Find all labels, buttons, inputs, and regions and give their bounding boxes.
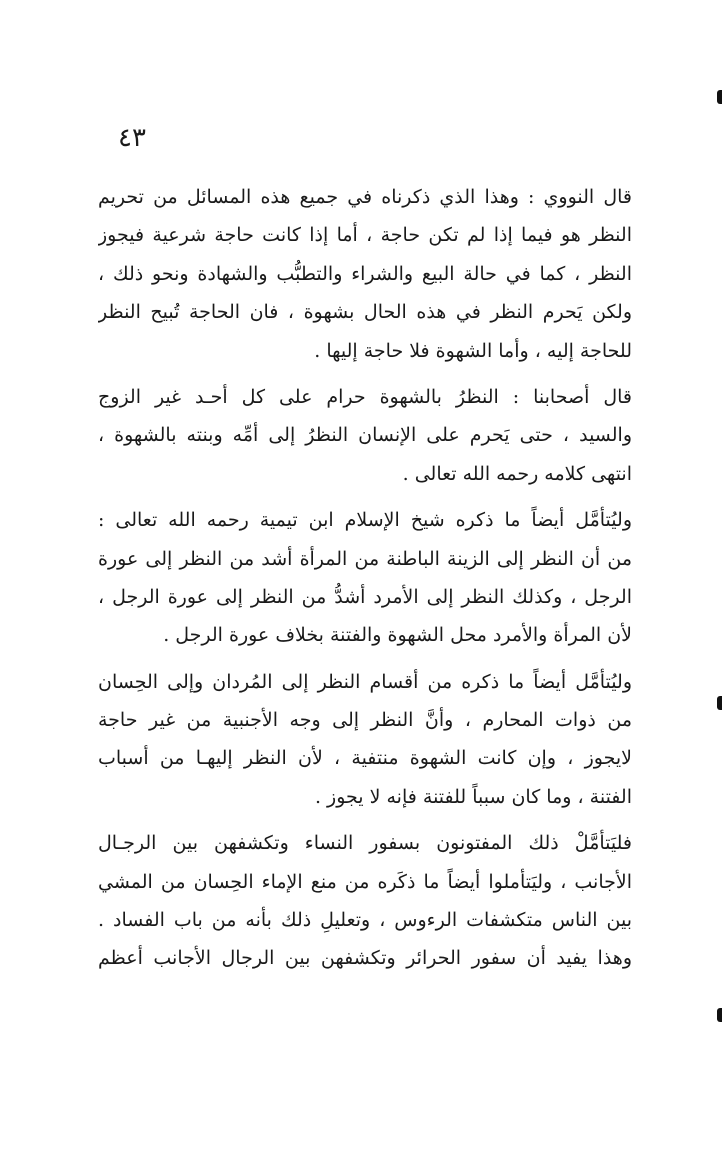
text-line: وهذا يفيد أن سفور الحرائر وتكشفهن بين الرجال الأجانب أعظم (98, 947, 632, 970)
text-line: للحاجة إليه ، وأما الشهوة فلا حاجة إليها . (314, 339, 632, 362)
text-line: لايجوز ، وإن كانت الشهوة منتفية ، لأن النظر إليهـا من أسباب (98, 747, 632, 770)
text-line: قال أصحابنا : النظرُ بالشهوة حرام على كل أحـد غير الزوج (98, 385, 632, 408)
text-line: النظر ، كما في حالة البيع والشراء والتطبُّب والشهادة ونحو ذلك ، (98, 262, 632, 285)
text-line: من ذوات المحارم ، وأنَّ النظر إلى وجه الأجنبية من غير حاجة (98, 709, 632, 732)
paragraph-maftunun (98, 824, 632, 978)
text-line: النظر هو فيما إذا لم تكن حاجة ، أما إذا كانت حاجة شرعية فيجوز (98, 224, 632, 247)
text-line: بين الناس متكشفات الرءوس ، وتعليلِ ذلك بأنه من باب الفساد . (98, 909, 632, 932)
paragraph-categories (98, 663, 632, 817)
text-line: ولكن يَحرم النظر في هذه الحال بشهوة ، فان الحاجة تُبيح النظر (98, 301, 632, 324)
text-line: انتهى كلامه رحمه الله تعالى . (402, 462, 632, 485)
page-edge-mark (717, 696, 722, 710)
text-line: من أن النظر إلى الزينة الباطنة من المرأة أشد من النظر إلى عورة (98, 547, 632, 570)
text-line: قال النووي : وهذا الذي ذكرناه في جميع هذه المسائل من تحريم (98, 186, 632, 208)
paragraph-nawawi (98, 178, 632, 370)
text-line: وليُتأمَّل أيضاً ما ذكره من أقسام النظر إلى المُردان وإلى الحِسان (98, 670, 632, 693)
text-line: وليُتأمَّل أيضاً ما ذكره شيخ الإسلام ابن تيمية رحمه الله تعالى : (98, 509, 632, 532)
page-edge-mark (717, 90, 722, 104)
page-number: ٤٣ (118, 123, 146, 153)
text-line: والسيد ، حتى يَحرم على الإنسان النظرُ إلى أمِّه وبنته بالشهوة ، (98, 424, 632, 447)
text-line: فليَتأمَّلْ ذلك المفتونون بسفور النساء وتكشفهن بين الرجـال (98, 832, 632, 855)
paragraph-ashabuna (98, 378, 632, 493)
text-line: الأجانب ، وليَتأملوا أيضاً ما ذكَره من منع الإماء الحِسان من المشي (98, 870, 632, 893)
page-edge-mark (717, 1008, 722, 1022)
text-line: الرجل ، وكذلك النظر إلى الأمرد أشدُّ من النظر إلى عورة الرجل ، (98, 585, 632, 608)
body-text (98, 178, 632, 986)
text-line: لأن المرأة والأمرد محل الشهوة والفتنة بخلاف عورة الرجل . (163, 624, 632, 647)
text-line: الفتنة ، وما كان سبباً للفتنة فإنه لا يجوز . (314, 785, 632, 808)
paragraph-ibn-taymiyyah (98, 501, 632, 655)
